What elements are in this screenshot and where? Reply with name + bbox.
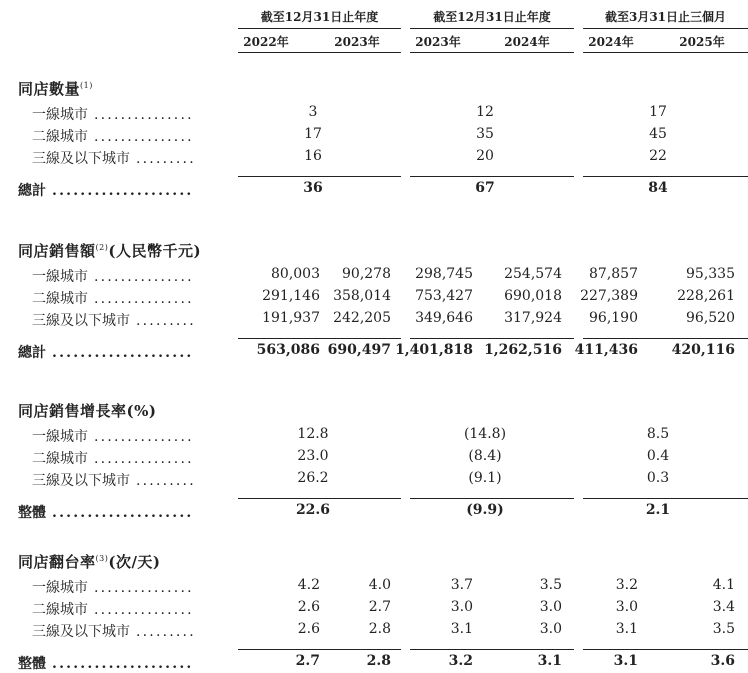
total-rule bbox=[410, 176, 574, 177]
table-cell: 3.4 bbox=[712, 599, 735, 615]
table-cell: 80,003 bbox=[271, 266, 320, 282]
total-rule bbox=[238, 176, 401, 177]
header-rule bbox=[410, 52, 574, 53]
year-header: 2024年 bbox=[588, 35, 634, 49]
table-cell: 3.1 bbox=[615, 621, 638, 637]
row-label-text: 三線及以下城市 bbox=[32, 151, 130, 167]
row-label-text: 二線城市 bbox=[32, 602, 88, 618]
row-label-text: 三線及以下城市 bbox=[32, 313, 130, 329]
table-cell: 12 bbox=[476, 104, 494, 120]
period-group-header: 截至12月31日止年度 bbox=[433, 10, 551, 24]
total-rule bbox=[238, 649, 401, 650]
row-label-text: 一線城市 bbox=[32, 107, 88, 123]
table-cell: 690,497 bbox=[327, 342, 391, 358]
row-label-text: 整體 bbox=[18, 505, 46, 521]
table-cell: 3.1 bbox=[450, 621, 473, 637]
table-cell: 3.0 bbox=[615, 599, 638, 615]
leader-dots: ............... bbox=[94, 107, 194, 123]
total-rule bbox=[238, 338, 401, 339]
year-header: 2023年 bbox=[334, 35, 380, 49]
table-cell: 3 bbox=[308, 104, 318, 120]
table-cell: 20 bbox=[476, 148, 494, 164]
table-cell: 17 bbox=[304, 126, 322, 142]
leader-dots: ......... bbox=[136, 151, 196, 167]
table-cell: 291,146 bbox=[262, 288, 320, 304]
leader-dots: ............... bbox=[94, 602, 194, 618]
unit-label: (次/天) bbox=[108, 553, 161, 571]
table-cell: 87,857 bbox=[589, 266, 638, 282]
table-cell: 3.2 bbox=[615, 577, 638, 593]
row-label-text: 總計 bbox=[18, 345, 46, 361]
total-rule bbox=[410, 498, 574, 499]
table-cell: 22.6 bbox=[295, 502, 331, 518]
row-label-text: 總計 bbox=[18, 183, 46, 199]
year-header: 2024年 bbox=[504, 35, 550, 49]
total-rule bbox=[410, 649, 574, 650]
leader-dots: ............... bbox=[94, 451, 194, 467]
leader-dots: ......... bbox=[136, 624, 196, 640]
table-cell: 4.1 bbox=[712, 577, 735, 593]
footnote-marker: (1) bbox=[80, 81, 93, 90]
row-label-text: 一線城市 bbox=[32, 269, 88, 285]
row-label-text: 三線及以下城市 bbox=[32, 473, 130, 489]
footnote-marker: (2) bbox=[95, 243, 109, 252]
table-cell: 67 bbox=[475, 180, 495, 196]
table-cell: 227,389 bbox=[580, 288, 638, 304]
header-rule bbox=[238, 28, 401, 29]
leader-dots: .................... bbox=[52, 183, 194, 199]
row-label-text: 二線城市 bbox=[32, 291, 88, 307]
table-cell: 36 bbox=[303, 180, 323, 196]
row-label bbox=[32, 448, 194, 468]
table-cell: 3.2 bbox=[448, 653, 473, 669]
table-cell: (14.8) bbox=[463, 426, 507, 442]
table-cell: 358,014 bbox=[333, 288, 391, 304]
row-label bbox=[32, 426, 194, 446]
row-label bbox=[32, 104, 194, 124]
table-cell: 690,018 bbox=[504, 288, 562, 304]
table-cell: 90,278 bbox=[342, 266, 391, 282]
table-cell: 2.6 bbox=[297, 621, 320, 637]
table-cell: 0.4 bbox=[646, 448, 670, 464]
table-cell: 2.8 bbox=[368, 621, 391, 637]
leader-dots: .................... bbox=[52, 656, 194, 672]
total-rule bbox=[238, 498, 401, 499]
section-title bbox=[18, 551, 161, 572]
table-cell: 2.1 bbox=[645, 502, 671, 518]
table-cell: 254,574 bbox=[504, 266, 562, 282]
table-cell: 298,745 bbox=[415, 266, 473, 282]
period-group-header: 截至3月31日止三個月 bbox=[604, 10, 727, 24]
section-title-text: 同店銷售額 bbox=[18, 242, 96, 260]
section-title bbox=[18, 240, 201, 261]
section-title-text: 同店數量 bbox=[18, 80, 81, 98]
table-cell: 26.2 bbox=[297, 470, 329, 486]
row-label bbox=[32, 310, 196, 330]
leader-dots: ............... bbox=[94, 429, 194, 445]
table-cell: 411,436 bbox=[574, 342, 638, 358]
table-cell: 17 bbox=[649, 104, 667, 120]
table-cell: 228,261 bbox=[677, 288, 735, 304]
table-cell: 23.0 bbox=[297, 448, 329, 464]
total-row-label bbox=[18, 653, 193, 673]
total-row-label bbox=[18, 180, 193, 200]
row-label-text: 三線及以下城市 bbox=[32, 624, 130, 640]
total-row-label bbox=[18, 502, 193, 522]
total-rule bbox=[583, 176, 748, 177]
table-cell: 349,646 bbox=[415, 310, 473, 326]
total-rule bbox=[583, 338, 748, 339]
row-label-text: 整體 bbox=[18, 656, 46, 672]
row-label bbox=[32, 266, 194, 286]
year-header: 2025年 bbox=[679, 35, 725, 49]
total-rule bbox=[410, 338, 574, 339]
footnote-marker: (3) bbox=[95, 554, 109, 563]
period-group-header: 截至12月31日止年度 bbox=[260, 10, 379, 24]
table-cell: 35 bbox=[476, 126, 494, 142]
row-label-text: 二線城市 bbox=[32, 451, 88, 467]
leader-dots: .................... bbox=[52, 345, 194, 361]
table-cell: 563,086 bbox=[256, 342, 320, 358]
table-cell: (8.4) bbox=[468, 448, 502, 464]
table-cell: 1,401,818 bbox=[395, 342, 473, 358]
leader-dots: ......... bbox=[136, 313, 196, 329]
leader-dots: ......... bbox=[136, 473, 196, 489]
table-cell: 420,116 bbox=[671, 342, 735, 358]
header-rule bbox=[410, 28, 574, 29]
table-cell: 22 bbox=[649, 148, 667, 164]
table-cell: 95,335 bbox=[686, 266, 735, 282]
total-row-label bbox=[18, 342, 193, 362]
section-title-text: 同店銷售增長率 bbox=[18, 402, 127, 420]
row-label bbox=[32, 599, 194, 619]
table-cell: 96,520 bbox=[686, 310, 735, 326]
leader-dots: ............... bbox=[94, 291, 194, 307]
row-label bbox=[32, 148, 196, 168]
year-header: 2023年 bbox=[415, 35, 461, 49]
table-cell: 0.3 bbox=[646, 470, 670, 486]
section-title-text: 同店翻台率 bbox=[18, 553, 96, 571]
leader-dots: ............... bbox=[94, 580, 194, 596]
table-cell: 2.6 bbox=[297, 599, 320, 615]
table-cell: 3.0 bbox=[539, 599, 562, 615]
table-cell: (9.9) bbox=[466, 502, 504, 518]
total-rule bbox=[583, 498, 748, 499]
section-title bbox=[18, 400, 156, 421]
table-cell: 12.8 bbox=[297, 426, 329, 442]
table-cell: 3.7 bbox=[450, 577, 473, 593]
table-cell: 2.7 bbox=[368, 599, 391, 615]
header-rule bbox=[583, 52, 748, 53]
unit-label: (%) bbox=[126, 402, 157, 420]
table-cell: 16 bbox=[304, 148, 322, 164]
table-cell: 3.6 bbox=[710, 653, 735, 669]
table-cell: 4.0 bbox=[368, 577, 391, 593]
leader-dots: .................... bbox=[52, 505, 194, 521]
table-cell: 84 bbox=[648, 180, 668, 196]
table-cell: 3.1 bbox=[613, 653, 638, 669]
table-cell: (9.1) bbox=[468, 470, 502, 486]
table-cell: 2.8 bbox=[366, 653, 391, 669]
row-label bbox=[32, 621, 196, 641]
table-cell: 1,262,516 bbox=[484, 342, 562, 358]
row-label-text: 二線城市 bbox=[32, 129, 88, 145]
table-cell: 3.0 bbox=[450, 599, 473, 615]
table-cell: 242,205 bbox=[333, 310, 391, 326]
row-label bbox=[32, 126, 194, 146]
total-rule bbox=[583, 649, 748, 650]
leader-dots: ............... bbox=[94, 129, 194, 145]
table-cell: 191,937 bbox=[262, 310, 320, 326]
row-label-text: 一線城市 bbox=[32, 429, 88, 445]
table-cell: 2.7 bbox=[295, 653, 320, 669]
leader-dots: ............... bbox=[94, 269, 194, 285]
table-cell: 3.5 bbox=[539, 577, 562, 593]
row-label bbox=[32, 577, 194, 597]
table-cell: 4.2 bbox=[297, 577, 320, 593]
row-label bbox=[32, 288, 194, 308]
unit-label: (人民幣千元) bbox=[108, 242, 202, 260]
row-label bbox=[32, 470, 196, 490]
table-cell: 3.5 bbox=[712, 621, 735, 637]
header-rule bbox=[583, 28, 748, 29]
section-title bbox=[18, 78, 93, 99]
table-cell: 3.0 bbox=[539, 621, 562, 637]
table-cell: 45 bbox=[649, 126, 667, 142]
table-cell: 753,427 bbox=[415, 288, 473, 304]
table-cell: 3.1 bbox=[537, 653, 562, 669]
table-cell: 317,924 bbox=[504, 310, 562, 326]
row-label-text: 一線城市 bbox=[32, 580, 88, 596]
year-header: 2022年 bbox=[243, 35, 289, 49]
header-rule bbox=[238, 52, 401, 53]
table-cell: 8.5 bbox=[646, 426, 670, 442]
table-cell: 96,190 bbox=[589, 310, 638, 326]
